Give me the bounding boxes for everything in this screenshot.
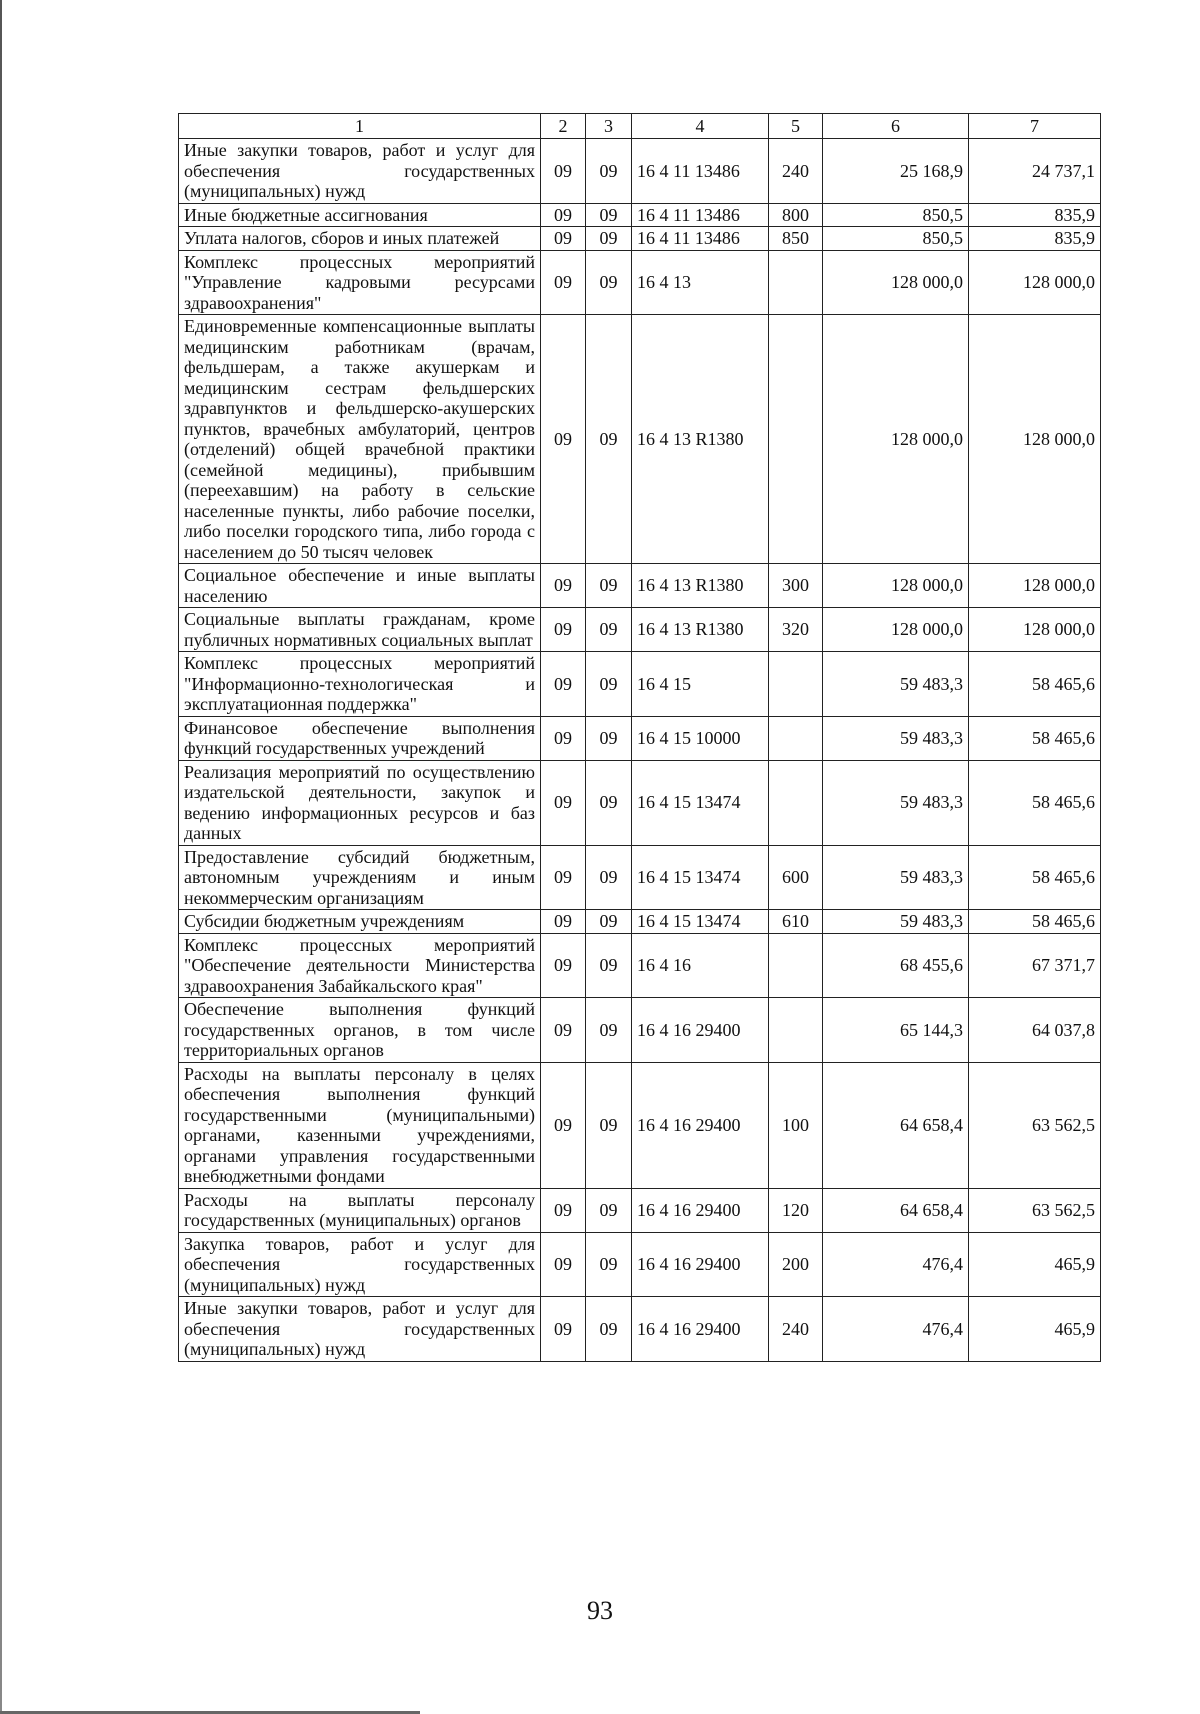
table-row [179, 933, 1101, 998]
column-header: 4 [632, 114, 769, 139]
table-row [179, 1232, 1101, 1297]
section-cell: 09 [541, 1062, 586, 1188]
table-row [179, 203, 1101, 227]
subsection-cell: 09 [586, 933, 632, 998]
amount-year2-cell: 58 465,6 [969, 845, 1101, 910]
table-header-row [179, 114, 1101, 139]
section-cell: 09 [541, 227, 586, 251]
table-row [179, 250, 1101, 315]
amount-year1-cell: 850,5 [823, 203, 969, 227]
table-row [179, 139, 1101, 204]
row-name-cell: Предоставление субсидий бюджетным, автономным учреждениям и иным некоммерческим организациям [179, 845, 541, 910]
target-article-cell: 16 4 16 29400 [632, 1232, 769, 1297]
column-header: 2 [541, 114, 586, 139]
amount-year1-cell: 59 483,3 [823, 910, 969, 934]
row-name-cell: Комплекс процессных мероприятий "Обеспечение деятельности Министерства здравоохранения Забайкальского края" [179, 933, 541, 998]
section-cell: 09 [541, 1297, 586, 1362]
section-cell: 09 [541, 1232, 586, 1297]
amount-year1-cell: 128 000,0 [823, 564, 969, 608]
subsection-cell: 09 [586, 227, 632, 251]
expense-type-cell [769, 250, 823, 315]
amount-year1-cell: 68 455,6 [823, 933, 969, 998]
table-row [179, 564, 1101, 608]
target-article-cell: 16 4 13 R1380 [632, 564, 769, 608]
target-article-cell: 16 4 13 R1380 [632, 608, 769, 652]
page-scan-edge [0, 0, 2, 1714]
target-article-cell: 16 4 15 13474 [632, 910, 769, 934]
expense-type-cell [769, 998, 823, 1063]
section-cell: 09 [541, 933, 586, 998]
row-name-cell: Закупка товаров, работ и услуг для обеспечения государственных (муниципальных) нужд [179, 1232, 541, 1297]
subsection-cell: 09 [586, 139, 632, 204]
expense-type-cell: 100 [769, 1062, 823, 1188]
expense-type-cell: 240 [769, 139, 823, 204]
budget-table [178, 113, 1101, 1362]
target-article-cell: 16 4 15 10000 [632, 716, 769, 760]
subsection-cell: 09 [586, 760, 632, 845]
subsection-cell: 09 [586, 564, 632, 608]
target-article-cell: 16 4 13 [632, 250, 769, 315]
subsection-cell: 09 [586, 716, 632, 760]
row-name-cell: Субсидии бюджетным учреждениям [179, 910, 541, 934]
row-name-cell: Комплекс процессных мероприятий "Управление кадровыми ресурсами здравоохранения" [179, 250, 541, 315]
table-row [179, 608, 1101, 652]
column-header: 5 [769, 114, 823, 139]
amount-year2-cell: 58 465,6 [969, 652, 1101, 717]
subsection-cell: 09 [586, 315, 632, 564]
amount-year2-cell: 63 562,5 [969, 1188, 1101, 1232]
expense-type-cell [769, 933, 823, 998]
target-article-cell: 16 4 11 13486 [632, 139, 769, 204]
amount-year1-cell: 128 000,0 [823, 608, 969, 652]
section-cell: 09 [541, 315, 586, 564]
row-name-cell: Социальные выплаты гражданам, кроме публичных нормативных социальных выплат [179, 608, 541, 652]
expense-type-cell: 610 [769, 910, 823, 934]
amount-year1-cell: 59 483,3 [823, 760, 969, 845]
subsection-cell: 09 [586, 845, 632, 910]
expense-type-cell: 850 [769, 227, 823, 251]
amount-year1-cell: 850,5 [823, 227, 969, 251]
amount-year2-cell: 24 737,1 [969, 139, 1101, 204]
row-name-cell: Единовременные компенсационные выплаты медицинским работникам (врачам, фельдшерам, а также акушеркам и медицинским сестрам фельдшерских здравпунктов и фельдшерско-акушерских пунктов, врачебных амбулаторий, центров (отделений) общей врачебной практики (семейной медицины), прибывшим (переехавшим) на работу в сельские населенные пункты, либо рабочие поселки, либо поселки городского типа, либо города с населением до 50 тысяч человек [179, 315, 541, 564]
row-name-cell: Расходы на выплаты персоналу государственных (муниципальных) органов [179, 1188, 541, 1232]
amount-year2-cell: 63 562,5 [969, 1062, 1101, 1188]
row-name-cell: Комплекс процессных мероприятий "Информационно-технологическая и эксплуатационная поддержка" [179, 652, 541, 717]
amount-year2-cell: 835,9 [969, 227, 1101, 251]
amount-year2-cell: 128 000,0 [969, 608, 1101, 652]
section-cell: 09 [541, 564, 586, 608]
amount-year2-cell: 67 371,7 [969, 933, 1101, 998]
amount-year1-cell: 64 658,4 [823, 1062, 969, 1188]
row-name-cell: Обеспечение выполнения функций государственных органов, в том числе территориальных органов [179, 998, 541, 1063]
page-number: 93 [587, 1596, 613, 1625]
table-row [179, 1188, 1101, 1232]
row-name-cell: Социальное обеспечение и иные выплаты населению [179, 564, 541, 608]
section-cell: 09 [541, 910, 586, 934]
table-row [179, 716, 1101, 760]
expense-type-cell: 120 [769, 1188, 823, 1232]
subsection-cell: 09 [586, 652, 632, 717]
expense-type-cell [769, 716, 823, 760]
section-cell: 09 [541, 998, 586, 1063]
subsection-cell: 09 [586, 1297, 632, 1362]
table-row [179, 652, 1101, 717]
table-row [179, 315, 1101, 564]
expense-type-cell: 320 [769, 608, 823, 652]
amount-year2-cell: 128 000,0 [969, 564, 1101, 608]
section-cell: 09 [541, 139, 586, 204]
subsection-cell: 09 [586, 1062, 632, 1188]
expense-type-cell: 300 [769, 564, 823, 608]
expense-type-cell: 600 [769, 845, 823, 910]
column-header: 7 [969, 114, 1101, 139]
amount-year1-cell: 476,4 [823, 1232, 969, 1297]
row-name-cell: Иные закупки товаров, работ и услуг для обеспечения государственных (муниципальных) нужд [179, 1297, 541, 1362]
amount-year2-cell: 58 465,6 [969, 760, 1101, 845]
amount-year1-cell: 25 168,9 [823, 139, 969, 204]
column-header: 1 [179, 114, 541, 139]
section-cell: 09 [541, 250, 586, 315]
expense-type-cell: 200 [769, 1232, 823, 1297]
row-name-cell: Реализация мероприятий по осуществлению издательской деятельности, закупок и ведению информационных ресурсов и баз данных [179, 760, 541, 845]
target-article-cell: 16 4 15 13474 [632, 760, 769, 845]
target-article-cell: 16 4 11 13486 [632, 203, 769, 227]
section-cell: 09 [541, 716, 586, 760]
section-cell: 09 [541, 760, 586, 845]
amount-year1-cell: 476,4 [823, 1297, 969, 1362]
amount-year1-cell: 65 144,3 [823, 998, 969, 1063]
row-name-cell: Уплата налогов, сборов и иных платежей [179, 227, 541, 251]
section-cell: 09 [541, 652, 586, 717]
amount-year2-cell: 64 037,8 [969, 998, 1101, 1063]
subsection-cell: 09 [586, 998, 632, 1063]
subsection-cell: 09 [586, 250, 632, 315]
target-article-cell: 16 4 16 29400 [632, 1188, 769, 1232]
subsection-cell: 09 [586, 1188, 632, 1232]
row-name-cell: Расходы на выплаты персоналу в целях обеспечения выполнения функций государственными (муниципальными) органами, казенными учреждениями, органами управления государственными внебюджетными фондами [179, 1062, 541, 1188]
expense-type-cell: 800 [769, 203, 823, 227]
section-cell: 09 [541, 845, 586, 910]
amount-year2-cell: 835,9 [969, 203, 1101, 227]
subsection-cell: 09 [586, 1232, 632, 1297]
amount-year2-cell: 128 000,0 [969, 315, 1101, 564]
section-cell: 09 [541, 1188, 586, 1232]
target-article-cell: 16 4 16 [632, 933, 769, 998]
amount-year1-cell: 59 483,3 [823, 845, 969, 910]
table-row [179, 998, 1101, 1063]
row-name-cell: Иные закупки товаров, работ и услуг для обеспечения государственных (муниципальных) нужд [179, 139, 541, 204]
amount-year1-cell: 64 658,4 [823, 1188, 969, 1232]
column-header: 3 [586, 114, 632, 139]
expense-type-cell [769, 315, 823, 564]
column-header: 6 [823, 114, 969, 139]
section-cell: 09 [541, 203, 586, 227]
target-article-cell: 16 4 15 [632, 652, 769, 717]
table-row [179, 910, 1101, 934]
table-row [179, 1062, 1101, 1188]
subsection-cell: 09 [586, 910, 632, 934]
row-name-cell: Иные бюджетные ассигнования [179, 203, 541, 227]
subsection-cell: 09 [586, 203, 632, 227]
amount-year2-cell: 465,9 [969, 1297, 1101, 1362]
table-row [179, 760, 1101, 845]
expense-type-cell: 240 [769, 1297, 823, 1362]
target-article-cell: 16 4 16 29400 [632, 1297, 769, 1362]
table-row [179, 845, 1101, 910]
expense-type-cell [769, 760, 823, 845]
table-row [179, 227, 1101, 251]
section-cell: 09 [541, 608, 586, 652]
row-name-cell: Финансовое обеспечение выполнения функций государственных учреждений [179, 716, 541, 760]
amount-year1-cell: 128 000,0 [823, 250, 969, 315]
amount-year2-cell: 128 000,0 [969, 250, 1101, 315]
target-article-cell: 16 4 11 13486 [632, 227, 769, 251]
amount-year2-cell: 58 465,6 [969, 716, 1101, 760]
amount-year1-cell: 128 000,0 [823, 315, 969, 564]
target-article-cell: 16 4 15 13474 [632, 845, 769, 910]
target-article-cell: 16 4 16 29400 [632, 1062, 769, 1188]
amount-year2-cell: 58 465,6 [969, 910, 1101, 934]
table-body [179, 139, 1101, 1362]
target-article-cell: 16 4 13 R1380 [632, 315, 769, 564]
amount-year2-cell: 465,9 [969, 1232, 1101, 1297]
expense-type-cell [769, 652, 823, 717]
target-article-cell: 16 4 16 29400 [632, 998, 769, 1063]
amount-year1-cell: 59 483,3 [823, 652, 969, 717]
subsection-cell: 09 [586, 608, 632, 652]
table-row [179, 1297, 1101, 1362]
amount-year1-cell: 59 483,3 [823, 716, 969, 760]
